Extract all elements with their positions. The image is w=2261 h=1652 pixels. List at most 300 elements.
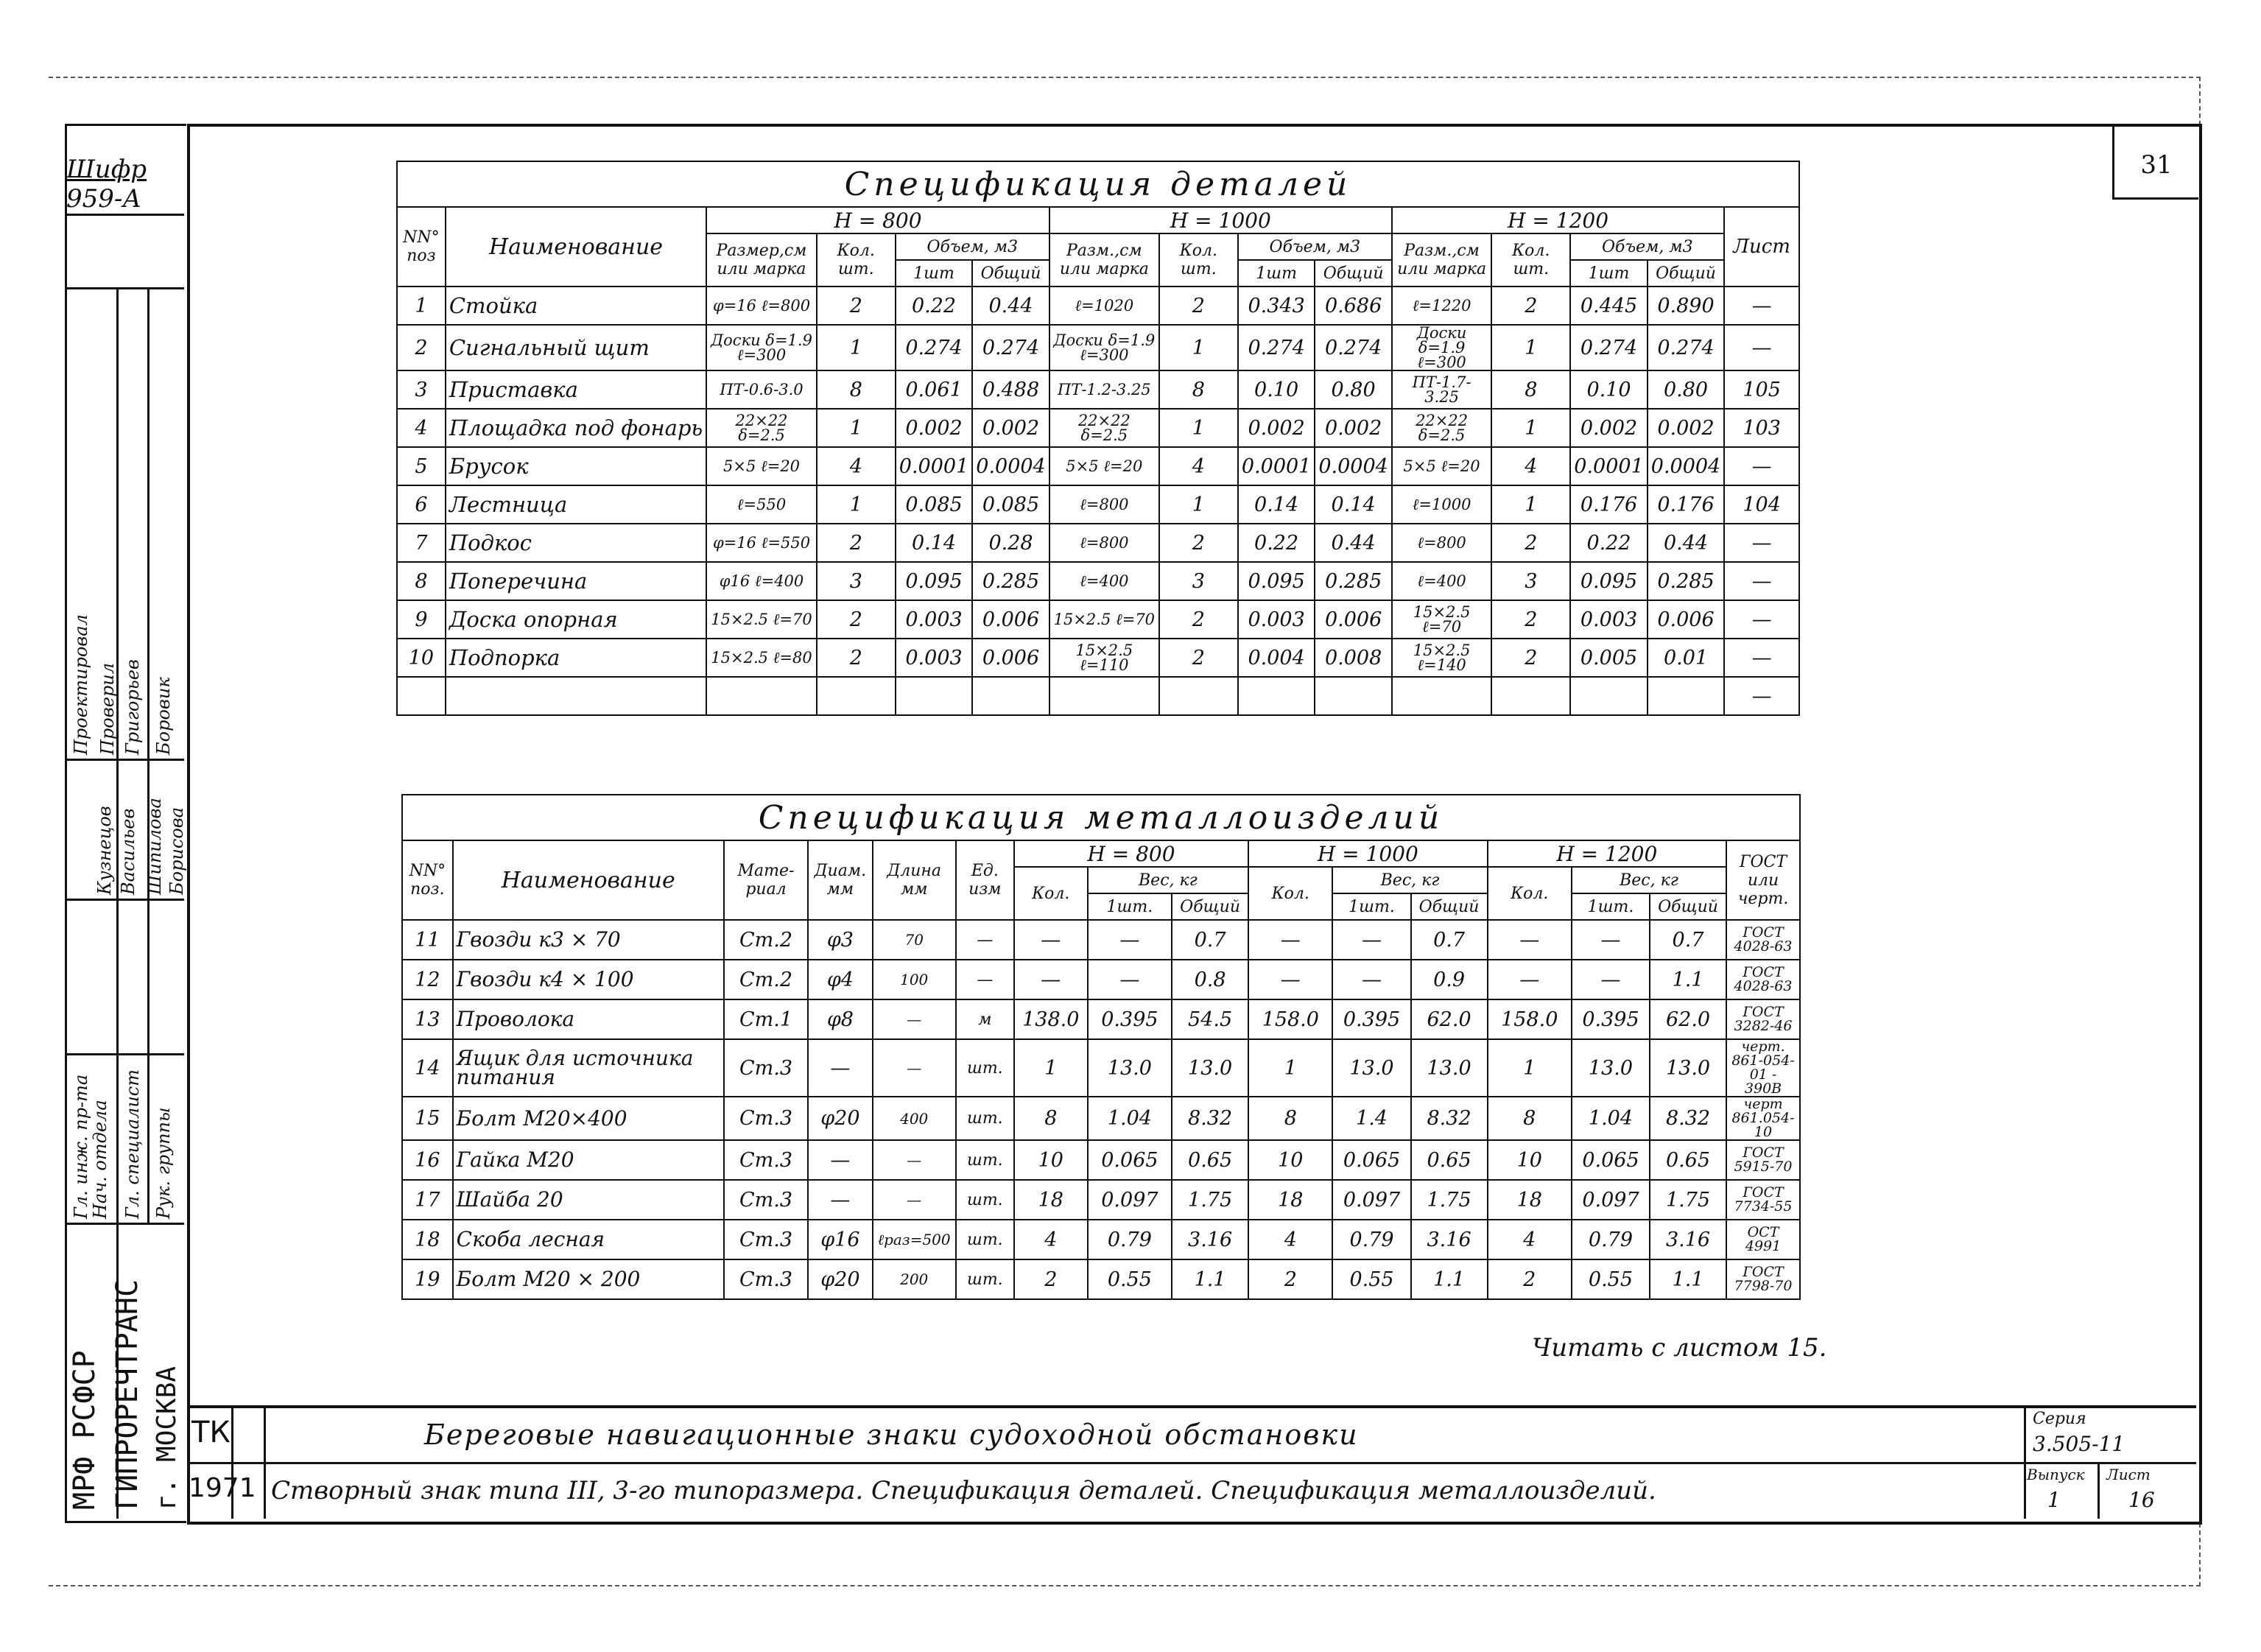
details-row-vol-one-h1200: 0.0001 bbox=[1570, 447, 1647, 485]
details-row-vol-one-h1200: 0.22 bbox=[1570, 524, 1647, 562]
metal-row-w-total-h1000: 1.1 bbox=[1411, 1259, 1488, 1299]
metal-row bbox=[402, 1180, 1800, 1220]
metal-row-w-total-h1200: 3.16 bbox=[1650, 1220, 1726, 1259]
metal-row-w-one-h1000: 0.097 bbox=[1332, 1180, 1410, 1220]
metal-row-qty-h800: 1 bbox=[1014, 1039, 1088, 1097]
details-row-num: 10 bbox=[397, 639, 446, 677]
details-row-vol-total-h800: 0.488 bbox=[972, 370, 1049, 409]
metal-hdr-weight-2: Вес, кг bbox=[1332, 867, 1487, 893]
metal-row-qty-h1000: 8 bbox=[1248, 1097, 1332, 1140]
details-row-qty-h1200: 4 bbox=[1491, 447, 1570, 485]
metal-row-w-total-h800: 3.16 bbox=[1172, 1220, 1248, 1259]
details-row bbox=[397, 447, 1799, 485]
metal-row-w-one-h800: 0.55 bbox=[1088, 1259, 1172, 1299]
tb-org: ТК bbox=[191, 1416, 231, 1449]
details-row-vol-one-h1200: 0.002 bbox=[1570, 409, 1647, 447]
metal-row-w-one-h800: 0.79 bbox=[1088, 1220, 1172, 1259]
metal-row bbox=[402, 960, 1800, 999]
metal-row-name: Шайба 20 bbox=[453, 1180, 724, 1220]
metal-row-num: 15 bbox=[402, 1097, 453, 1140]
details-row-qty-h1000: 2 bbox=[1159, 600, 1238, 639]
metal-hdr-num: NN° поз. bbox=[402, 840, 453, 920]
details-row-qty-h800: 2 bbox=[817, 600, 896, 639]
metal-row-qty-h1200: 4 bbox=[1488, 1220, 1572, 1259]
details-row-sheet: — bbox=[1724, 524, 1799, 562]
left-role-6: Рук. группы bbox=[153, 1107, 174, 1219]
details-row-size-h800: φ=16 ℓ=550 bbox=[706, 524, 817, 562]
metal-row-gost: черт. 861-054-01 - 390В bbox=[1726, 1039, 1800, 1097]
tb-series-value: 3.505-11 bbox=[2033, 1432, 2125, 1456]
details-row-qty-h800: 1 bbox=[817, 485, 896, 524]
metal-row-num: 18 bbox=[402, 1220, 453, 1259]
metal-row-num: 14 bbox=[402, 1039, 453, 1097]
metal-row-w-one-h1200: — bbox=[1572, 960, 1650, 999]
metal-row-length: 100 bbox=[873, 960, 956, 999]
details-spec-table bbox=[396, 161, 1800, 716]
details-row-vol-one-h1000: 0.14 bbox=[1238, 485, 1315, 524]
details-row-vol-one-h1000: 0.003 bbox=[1238, 600, 1315, 639]
details-row-size-h1200: 5×5 ℓ=20 bbox=[1392, 447, 1491, 485]
details-row-vol-one-h1000: 0.004 bbox=[1238, 639, 1315, 677]
metal-row-qty-h1200: 158.0 bbox=[1488, 999, 1572, 1039]
metal-hdr-w-one-1: 1шт. bbox=[1088, 893, 1172, 920]
metal-row-name: Болт М20×400 bbox=[453, 1097, 724, 1140]
metal-row-diam: φ8 bbox=[808, 999, 872, 1039]
stamp-top-left bbox=[66, 155, 184, 216]
details-row-qty-h800: 2 bbox=[817, 639, 896, 677]
details-row-num: 3 bbox=[397, 370, 446, 409]
metal-row-name: Гайка М20 bbox=[453, 1140, 724, 1180]
metal-row-material: Ст.2 bbox=[724, 960, 808, 999]
left-role-1: Проектировал bbox=[71, 614, 91, 755]
left-name-1: Григорьев bbox=[122, 659, 143, 755]
metal-row-unit: шт. bbox=[956, 1039, 1014, 1097]
details-row-size-h1000: ℓ=800 bbox=[1049, 485, 1159, 524]
details-row-size-h1200: ℓ=800 bbox=[1392, 524, 1491, 562]
metal-row-qty-h1000: 2 bbox=[1248, 1259, 1332, 1299]
details-row-vol-total-h1000: 0.686 bbox=[1315, 287, 1391, 325]
details-row-vol-total-h1000: 0.14 bbox=[1315, 485, 1391, 524]
details-group-h800: Н = 800 bbox=[706, 207, 1049, 233]
metal-row-w-total-h800: 0.7 bbox=[1172, 920, 1248, 960]
metal-row-w-total-h1200: 62.0 bbox=[1650, 999, 1726, 1039]
details-row-vol-total-h1200: 0.274 bbox=[1648, 325, 1724, 370]
metal-hdr-w-one-2: 1шт. bbox=[1332, 893, 1410, 920]
details-row-vol-one-h800: 0.085 bbox=[896, 485, 972, 524]
details-row-vol-one-h800: 0.095 bbox=[896, 562, 972, 600]
details-row-sheet: — bbox=[1724, 600, 1799, 639]
metal-hdr-weight-3: Вес, кг bbox=[1572, 867, 1726, 893]
metal-row-diam: φ3 bbox=[808, 920, 872, 960]
metal-row-w-total-h800: 54.5 bbox=[1172, 999, 1248, 1039]
details-row-vol-one-h1000: 0.095 bbox=[1238, 562, 1315, 600]
details-row-vol-total-h1000: 0.008 bbox=[1315, 639, 1391, 677]
metal-row-w-one-h1200: — bbox=[1572, 920, 1650, 960]
metal-row-w-total-h800: 0.65 bbox=[1172, 1140, 1248, 1180]
details-row-qty-h1200: 8 bbox=[1491, 370, 1570, 409]
metal-row-qty-h800: 138.0 bbox=[1014, 999, 1088, 1039]
details-row-num: 4 bbox=[397, 409, 446, 447]
metal-row-qty-h800: — bbox=[1014, 960, 1088, 999]
details-row-sheet: — bbox=[1724, 287, 1799, 325]
details-row-qty-h1000: 1 bbox=[1159, 325, 1238, 370]
details-row-qty-h1200: 3 bbox=[1491, 562, 1570, 600]
metal-row-length: ℓраз=500 bbox=[873, 1220, 956, 1259]
metal-row-w-total-h1000: 0.7 bbox=[1411, 920, 1488, 960]
details-row-qty-h800: 1 bbox=[817, 325, 896, 370]
details-row-vol-one-h1000: 0.10 bbox=[1238, 370, 1315, 409]
details-row-vol-one-h800: 0.14 bbox=[896, 524, 972, 562]
metal-row-material: Ст.3 bbox=[724, 1180, 808, 1220]
details-hdr-vol-2: Объем, м3 bbox=[1238, 233, 1392, 260]
details-row-vol-total-h1200: 0.890 bbox=[1648, 287, 1724, 325]
metal-row-qty-h1200: 8 bbox=[1488, 1097, 1572, 1140]
details-row-qty-h1000: 3 bbox=[1159, 562, 1238, 600]
metal-row-w-total-h1000: 1.75 bbox=[1411, 1180, 1488, 1220]
details-title: Спецификация деталей bbox=[397, 161, 1799, 207]
details-row-qty-h1000: 1 bbox=[1159, 409, 1238, 447]
metal-row-qty-h1000: 158.0 bbox=[1248, 999, 1332, 1039]
metal-row-w-total-h800: 1.1 bbox=[1172, 1259, 1248, 1299]
metal-hdr-qty-2: Кол. bbox=[1248, 867, 1332, 920]
metal-row-w-one-h1000: — bbox=[1332, 920, 1410, 960]
details-row-size-h800: Доски δ=1.9 ℓ=300 bbox=[706, 325, 817, 370]
metal-hdr-length: Длина мм bbox=[873, 840, 956, 920]
metal-row-w-total-h1200: 8.32 bbox=[1650, 1097, 1726, 1140]
metal-row-qty-h1000: 4 bbox=[1248, 1220, 1332, 1259]
tb-sheet-label: Лист bbox=[2106, 1466, 2151, 1483]
metal-row-diam: φ20 bbox=[808, 1259, 872, 1299]
metal-hdr-unit: Ед. изм bbox=[956, 840, 1014, 920]
metal-row-gost: ГОСТ 4028-63 bbox=[1726, 920, 1800, 960]
metal-row-material: Ст.3 bbox=[724, 1039, 808, 1097]
details-row-vol-one-h1000: 0.0001 bbox=[1238, 447, 1315, 485]
metal-row-w-total-h1000: 8.32 bbox=[1411, 1097, 1488, 1140]
details-row-qty-h1000: 2 bbox=[1159, 639, 1238, 677]
metal-row-w-total-h1200: 1.1 bbox=[1650, 1259, 1726, 1299]
metal-row-w-one-h1000: — bbox=[1332, 960, 1410, 999]
details-hdr-vol-total-3: Общий bbox=[1648, 260, 1724, 287]
details-row-size-h1000: ℓ=1020 bbox=[1049, 287, 1159, 325]
details-row bbox=[397, 562, 1799, 600]
left-role-3: Гл. инж. пр-та bbox=[71, 1074, 91, 1219]
tb-line2: Створный знак типа III, 3-го типоразмера. Спецификация деталей. Спецификация металлоизделий. bbox=[271, 1476, 1656, 1505]
details-row-qty-h1200: 1 bbox=[1491, 325, 1570, 370]
details-row-qty-h1200: 1 bbox=[1491, 485, 1570, 524]
metal-row-w-one-h1200: 0.79 bbox=[1572, 1220, 1650, 1259]
details-row-num: 2 bbox=[397, 325, 446, 370]
details-hdr-size-3: Разм.,см или марка bbox=[1392, 233, 1491, 287]
details-row-vol-total-h800: 0.006 bbox=[972, 639, 1049, 677]
details-hdr-vol-total-1: Общий bbox=[972, 260, 1049, 287]
details-row-qty-h1200: 2 bbox=[1491, 287, 1570, 325]
details-row-size-h800: 15×2.5 ℓ=70 bbox=[706, 600, 817, 639]
details-row-vol-one-h1200: 0.445 bbox=[1570, 287, 1647, 325]
metal-row-material: Ст.3 bbox=[724, 1140, 808, 1180]
details-row-vol-total-h800: 0.274 bbox=[972, 325, 1049, 370]
left-name-2: Боровик bbox=[153, 677, 174, 755]
metal-hdr-w-total-3: Общий bbox=[1650, 893, 1726, 920]
metal-row-unit: шт. bbox=[956, 1140, 1014, 1180]
metal-row-material: Ст.3 bbox=[724, 1097, 808, 1140]
metal-row-qty-h1200: 2 bbox=[1488, 1259, 1572, 1299]
metal-row-qty-h1000: 1 bbox=[1248, 1039, 1332, 1097]
tb-year: 1971 bbox=[189, 1473, 256, 1503]
metal-row-w-total-h1200: 0.7 bbox=[1650, 920, 1726, 960]
metal-row-gost: ГОСТ 5915-70 bbox=[1726, 1140, 1800, 1180]
metal-row-gost: ГОСТ 3282-46 bbox=[1726, 999, 1800, 1039]
metal-row-w-total-h1200: 13.0 bbox=[1650, 1039, 1726, 1097]
details-row-size-h1000: Доски δ=1.9 ℓ=300 bbox=[1049, 325, 1159, 370]
tb-issue-label: Выпуск bbox=[2027, 1466, 2085, 1483]
details-row-size-h800: 5×5 ℓ=20 bbox=[706, 447, 817, 485]
metal-hdr-w-one-3: 1шт. bbox=[1572, 893, 1650, 920]
details-row-size-h1200: 22×22 δ=2.5 bbox=[1392, 409, 1491, 447]
details-row-sheet: 103 bbox=[1724, 409, 1799, 447]
details-row-vol-total-h800: 0.285 bbox=[972, 562, 1049, 600]
metal-row-w-one-h800: 13.0 bbox=[1088, 1039, 1172, 1097]
metal-row-length: — bbox=[873, 999, 956, 1039]
metal-row-num: 17 bbox=[402, 1180, 453, 1220]
tb-sheet-value: 16 bbox=[2128, 1488, 2155, 1512]
metal-spec-table bbox=[401, 794, 1801, 1300]
metal-row-w-one-h1200: 0.395 bbox=[1572, 999, 1650, 1039]
metal-row-length: — bbox=[873, 1140, 956, 1180]
details-row-vol-one-h1000: 0.22 bbox=[1238, 524, 1315, 562]
details-row-sheet: — bbox=[1724, 639, 1799, 677]
metal-row-w-total-h800: 1.75 bbox=[1172, 1180, 1248, 1220]
details-row-vol-one-h800: 0.003 bbox=[896, 639, 972, 677]
metal-row-name: Проволока bbox=[453, 999, 724, 1039]
details-row-vol-one-h800: 0.061 bbox=[896, 370, 972, 409]
details-hdr-name: Наименование bbox=[446, 207, 706, 287]
details-row bbox=[397, 524, 1799, 562]
details-row-size-h800: 15×2.5 ℓ=80 bbox=[706, 639, 817, 677]
details-row-qty-h1200: 1 bbox=[1491, 409, 1570, 447]
metal-row-name: Гвозди к4 × 100 bbox=[453, 960, 724, 999]
metal-row-w-one-h1000: 0.79 bbox=[1332, 1220, 1410, 1259]
details-row-vol-one-h1200: 0.274 bbox=[1570, 325, 1647, 370]
details-row-sheet: 105 bbox=[1724, 370, 1799, 409]
details-row-vol-total-h1200: 0.80 bbox=[1648, 370, 1724, 409]
details-row bbox=[397, 485, 1799, 524]
details-hdr-sheet: Лист bbox=[1724, 207, 1799, 287]
details-row-num: 9 bbox=[397, 600, 446, 639]
details-row-size-h1000: 15×2.5 ℓ=70 bbox=[1049, 600, 1159, 639]
metal-row-w-one-h800: 1.04 bbox=[1088, 1097, 1172, 1140]
metal-row-name: Болт М20 × 200 bbox=[453, 1259, 724, 1299]
details-row-vol-total-h1200: 0.01 bbox=[1648, 639, 1724, 677]
details-row-vol-one-h1200: 0.10 bbox=[1570, 370, 1647, 409]
left-org-city: г. МОСКВА bbox=[152, 1365, 182, 1510]
metal-row-w-total-h1200: 1.1 bbox=[1650, 960, 1726, 999]
metal-row-w-total-h1000: 0.65 bbox=[1411, 1140, 1488, 1180]
metal-hdr-weight-1: Вес, кг bbox=[1088, 867, 1248, 893]
metal-row-diam: — bbox=[808, 1140, 872, 1180]
metal-row-unit: шт. bbox=[956, 1259, 1014, 1299]
metal-row-material: Ст.3 bbox=[724, 1220, 808, 1259]
metal-row-qty-h1200: — bbox=[1488, 920, 1572, 960]
stamp-cipher-value: 959-А bbox=[66, 184, 184, 216]
details-row-vol-one-h800: 0.003 bbox=[896, 600, 972, 639]
metal-row-unit: шт. bbox=[956, 1180, 1014, 1220]
metal-row-w-total-h1200: 0.65 bbox=[1650, 1140, 1726, 1180]
metal-row-length: 200 bbox=[873, 1259, 956, 1299]
details-row-num: 6 bbox=[397, 485, 446, 524]
details-row-qty-h800: 8 bbox=[817, 370, 896, 409]
details-row-qty-h800: 1 bbox=[817, 409, 896, 447]
details-row-vol-one-h800: 0.274 bbox=[896, 325, 972, 370]
metal-row-gost: ГОСТ 7734-55 bbox=[1726, 1180, 1800, 1220]
metal-row-w-one-h1000: 0.065 bbox=[1332, 1140, 1410, 1180]
metal-row-length: — bbox=[873, 1180, 956, 1220]
details-row-name: Стойка bbox=[446, 287, 706, 325]
details-row-size-h1000: 22×22 δ=2.5 bbox=[1049, 409, 1159, 447]
details-group-h1200: Н = 1200 bbox=[1392, 207, 1724, 233]
details-row-size-h1200: 15×2.5 ℓ=140 bbox=[1392, 639, 1491, 677]
details-row-vol-one-h1200: 0.003 bbox=[1570, 600, 1647, 639]
metal-row-qty-h800: — bbox=[1014, 920, 1088, 960]
details-row-sheet: — bbox=[1724, 447, 1799, 485]
details-row-vol-total-h800: 0.28 bbox=[972, 524, 1049, 562]
metal-title: Спецификация металлоизделий bbox=[402, 795, 1800, 840]
metal-row-qty-h800: 4 bbox=[1014, 1220, 1088, 1259]
details-hdr-qty-1: Кол. шт. bbox=[817, 233, 896, 287]
details-row-vol-total-h1000: 0.0004 bbox=[1315, 447, 1391, 485]
details-row-qty-h1000: 1 bbox=[1159, 485, 1238, 524]
details-group-h1000: Н = 1000 bbox=[1049, 207, 1392, 233]
details-row-num: 5 bbox=[397, 447, 446, 485]
details-row-vol-one-h800: 0.22 bbox=[896, 287, 972, 325]
metal-row-w-one-h1200: 0.55 bbox=[1572, 1259, 1650, 1299]
metal-row-w-one-h1000: 1.4 bbox=[1332, 1097, 1410, 1140]
metal-row-w-one-h1200: 1.04 bbox=[1572, 1097, 1650, 1140]
details-row-vol-total-h1200: 0.0004 bbox=[1648, 447, 1724, 485]
details-row-qty-h800: 3 bbox=[817, 562, 896, 600]
details-row-vol-total-h1000: 0.002 bbox=[1315, 409, 1391, 447]
sheet-number: 31 bbox=[2140, 150, 2173, 180]
metal-row-w-total-h800: 13.0 bbox=[1172, 1039, 1248, 1097]
metal-row-qty-h800: 10 bbox=[1014, 1140, 1088, 1180]
details-row bbox=[397, 287, 1799, 325]
details-row-qty-h1000: 2 bbox=[1159, 287, 1238, 325]
metal-row-w-one-h800: — bbox=[1088, 960, 1172, 999]
metal-row-length: 400 bbox=[873, 1097, 956, 1140]
metal-row-qty-h800: 2 bbox=[1014, 1259, 1088, 1299]
details-row-size-h1000: 5×5 ℓ=20 bbox=[1049, 447, 1159, 485]
metal-row-gost: ОСТ 4991 bbox=[1726, 1220, 1800, 1259]
stamp-cipher-label: Шифр bbox=[66, 155, 147, 184]
metal-row-qty-h800: 8 bbox=[1014, 1097, 1088, 1140]
details-row-name: Брусок bbox=[446, 447, 706, 485]
left-role-4: Нач. отдела bbox=[90, 1100, 110, 1219]
details-row-vol-total-h1200: 0.002 bbox=[1648, 409, 1724, 447]
details-row-vol-total-h1000: 0.44 bbox=[1315, 524, 1391, 562]
details-row-vol-total-h800: 0.44 bbox=[972, 287, 1049, 325]
metal-row bbox=[402, 1259, 1800, 1299]
details-row-vol-total-h800: 0.006 bbox=[972, 600, 1049, 639]
metal-row bbox=[402, 1220, 1800, 1259]
details-row-sheet: — bbox=[1724, 562, 1799, 600]
metal-row-material: Ст.3 bbox=[724, 1259, 808, 1299]
details-row-name: Сигнальный щит bbox=[446, 325, 706, 370]
details-row-size-h800: φ=16 ℓ=800 bbox=[706, 287, 817, 325]
metal-row-diam: φ20 bbox=[808, 1097, 872, 1140]
details-row-name: Поперечина bbox=[446, 562, 706, 600]
metal-row-w-one-h800: 0.065 bbox=[1088, 1140, 1172, 1180]
metal-group-h1000: Н = 1000 bbox=[1248, 840, 1487, 867]
details-row-vol-total-h1200: 0.006 bbox=[1648, 600, 1724, 639]
metal-row-w-total-h1200: 1.75 bbox=[1650, 1180, 1726, 1220]
metal-row-w-total-h1000: 3.16 bbox=[1411, 1220, 1488, 1259]
metal-row-w-one-h800: — bbox=[1088, 920, 1172, 960]
details-row-vol-total-h800: 0.085 bbox=[972, 485, 1049, 524]
details-row-size-h1200: ℓ=1000 bbox=[1392, 485, 1491, 524]
metal-row-w-one-h1200: 13.0 bbox=[1572, 1039, 1650, 1097]
details-row-vol-total-h1200: 0.44 bbox=[1648, 524, 1724, 562]
metal-row-w-total-h1000: 62.0 bbox=[1411, 999, 1488, 1039]
left-name-3: Кузнецов bbox=[94, 806, 115, 895]
details-row-size-h800: ПТ-0.6-3.0 bbox=[706, 370, 817, 409]
metal-row-diam: φ4 bbox=[808, 960, 872, 999]
left-name-5: Шипилова bbox=[144, 798, 165, 895]
tb-line1: Береговые навигационные знаки судоходной обстановки bbox=[424, 1419, 1359, 1451]
details-row-qty-h800: 2 bbox=[817, 287, 896, 325]
details-row-size-h1200: ℓ=400 bbox=[1392, 562, 1491, 600]
metal-row-qty-h1000: 10 bbox=[1248, 1140, 1332, 1180]
details-row-size-h800: ℓ=550 bbox=[706, 485, 817, 524]
details-row-num: 7 bbox=[397, 524, 446, 562]
details-row-qty-h1000: 2 bbox=[1159, 524, 1238, 562]
metal-hdr-qty-1: Кол. bbox=[1014, 867, 1088, 920]
sheet-number-box bbox=[2112, 124, 2198, 200]
details-row-name: Подкос bbox=[446, 524, 706, 562]
metal-row-qty-h800: 18 bbox=[1014, 1180, 1088, 1220]
left-role-5: Гл. специалист bbox=[122, 1069, 143, 1219]
metal-row-qty-h1200: 18 bbox=[1488, 1180, 1572, 1220]
details-row-qty-h1200: 2 bbox=[1491, 524, 1570, 562]
details-row-vol-total-h1200: 0.285 bbox=[1648, 562, 1724, 600]
metal-hdr-diam: Диам. мм bbox=[808, 840, 872, 920]
details-row-name: Площадка под фонарь bbox=[446, 409, 706, 447]
metal-row-w-one-h1000: 13.0 bbox=[1332, 1039, 1410, 1097]
details-row-vol-total-h1000: 0.274 bbox=[1315, 325, 1391, 370]
details-row-vol-one-h1200: 0.005 bbox=[1570, 639, 1647, 677]
metal-row-w-total-h800: 8.32 bbox=[1172, 1097, 1248, 1140]
metal-hdr-material: Мате-риал bbox=[724, 840, 808, 920]
details-hdr-size-1: Размер,см или марка bbox=[706, 233, 817, 287]
metal-row-w-one-h1000: 0.395 bbox=[1332, 999, 1410, 1039]
details-hdr-qty-3: Кол. шт. bbox=[1491, 233, 1570, 287]
details-row-size-h1000: ПТ-1.2-3.25 bbox=[1049, 370, 1159, 409]
left-org-mrf: МРФ РСФСР bbox=[68, 1350, 102, 1510]
details-row-size-h1200: Доски δ=1.9 ℓ=300 bbox=[1392, 325, 1491, 370]
metal-row-num: 16 bbox=[402, 1140, 453, 1180]
details-row-size-h1000: ℓ=800 bbox=[1049, 524, 1159, 562]
metal-row bbox=[402, 1140, 1800, 1180]
metal-row-gost: ГОСТ 7798-70 bbox=[1726, 1259, 1800, 1299]
details-row-sheet: 104 bbox=[1724, 485, 1799, 524]
metal-row-length: — bbox=[873, 1039, 956, 1097]
details-row-vol-total-h1000: 0.006 bbox=[1315, 600, 1391, 639]
details-row-size-h1200: 15×2.5 ℓ=70 bbox=[1392, 600, 1491, 639]
details-hdr-size-2: Разм.,см или марка bbox=[1049, 233, 1159, 287]
details-row-sheet: — bbox=[1724, 325, 1799, 370]
details-row-vol-one-h1000: 0.274 bbox=[1238, 325, 1315, 370]
metal-row-name: Скоба лесная bbox=[453, 1220, 724, 1259]
metal-row-gost: ГОСТ 4028-63 bbox=[1726, 960, 1800, 999]
metal-row-w-total-h1000: 13.0 bbox=[1411, 1039, 1488, 1097]
